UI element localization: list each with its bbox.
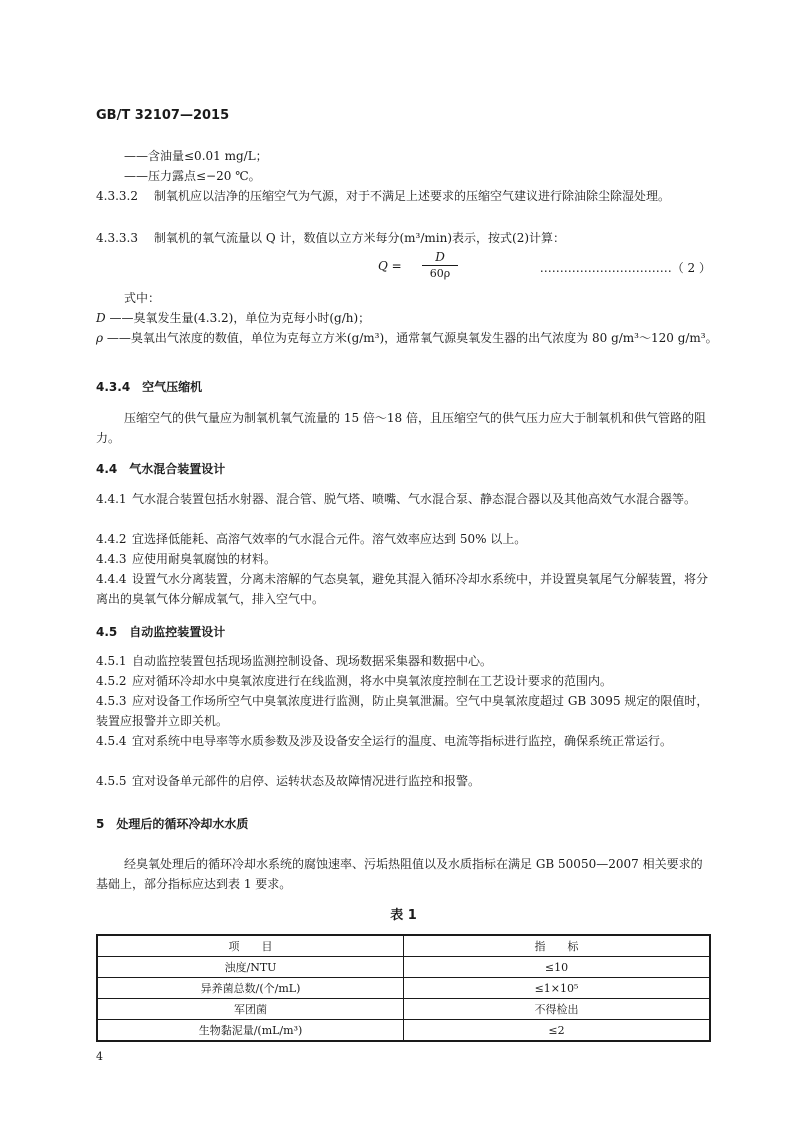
clause-number: 4.5.5	[96, 774, 127, 788]
definition-symbol: D	[96, 311, 106, 325]
clause-4-5-3	[96, 691, 711, 731]
table-row	[97, 1020, 710, 1042]
table-row	[97, 999, 710, 1020]
clause-4-4-1	[96, 489, 711, 509]
definition-text: ——臭氧出气浓度的数值，单位为克每立方米(g/m³)，通常氧气源臭氧发生器的出气浓度为 80 g/m³～120 g/m³。	[106, 331, 718, 345]
section-5-title: 5 处理后的循环冷却水水质	[96, 817, 249, 831]
table-header-row	[97, 935, 710, 957]
clause-text: 制氧机的氧气流量以 Q 计，数值以立方米每分(m³/min)表示，按式(2)计算：	[154, 231, 566, 245]
clause-4-4-3	[96, 549, 711, 569]
clause-number: 4.3.3.3	[96, 231, 138, 245]
clause-4-4-2	[96, 529, 711, 549]
dew-point-line: ——压力露点≤−20 ℃。	[124, 169, 261, 183]
clause-text: 自动监控装置包括现场监测控制设备、现场数据采集器和数据中心。	[132, 654, 493, 668]
section-4-3-4-title: 4.3.4 空气压缩机	[96, 380, 203, 394]
table-cell: 浊度/NTU	[97, 957, 404, 978]
clause-text: 宜对设备单元部件的启停、运转状态及故障情况进行监控和报警。	[132, 774, 481, 788]
definition-rho	[96, 328, 721, 348]
clause-4-3-3-3	[96, 228, 711, 248]
formula-2	[96, 249, 711, 285]
clause-number: 4.4.1	[96, 492, 127, 506]
document-page	[96, 0, 718, 1122]
formula-lhs: Q =	[378, 259, 402, 273]
section-4-3-4-text: 压缩空气的供气量应为制氧机氧气流量的 15 倍～18 倍，且压缩空气的供气压力应大于制氧机和供气管路的阻力。	[96, 411, 706, 445]
table-title: 表 1	[390, 908, 417, 923]
clause-number: 4.4.4	[96, 572, 127, 586]
clause-text: 应对循环冷却水中臭氧浓度进行在线监测，将水中臭氧浓度控制在工艺设计要求的范围内。	[132, 674, 613, 688]
clause-number: 4.4.2	[96, 532, 127, 546]
formula-fraction	[422, 249, 458, 282]
section-5-text: 经臭氧处理后的循环冷却水系统的腐蚀速率、污垢热阻值以及水质指标在满足 GB 50050—2007 相关要求的基础上，部分指标应达到表 1 要求。	[96, 857, 703, 891]
clause-number: 4.5.3	[96, 694, 127, 708]
clause-4-5-4	[96, 731, 711, 751]
table-header-item: 项 目	[97, 935, 404, 957]
section-4-4-title: 4.4 气水混合装置设计	[96, 462, 226, 476]
formula-denominator: 60ρ	[429, 267, 451, 280]
table-header-indicator: 指 标	[404, 935, 711, 957]
clause-text: 气水混合装置包括水射器、混合管、脱气塔、喷嘴、气水混合泵、静态混合器以及其他高效气水混合器等。	[132, 492, 697, 506]
table-cell: 生物黏泥量/(mL/m³)	[97, 1020, 404, 1042]
section-4-5-title: 4.5 自动监控装置设计	[96, 625, 226, 639]
formula-number: ……………………………（ 2 ）	[539, 261, 711, 275]
formula-numerator: D	[422, 249, 458, 266]
standard-header: GB/T 32107—2015	[96, 108, 230, 123]
definition-d	[96, 308, 711, 328]
table-cell: 军团菌	[97, 999, 404, 1020]
clause-4-3-3-2	[96, 186, 711, 206]
clause-number: 4.5.2	[96, 674, 127, 688]
clause-text: 宜选择低能耗、高溶气效率的气水混合元件。溶气效率应达到 50% 以上。	[132, 532, 527, 546]
table-cell: 异养菌总数/(个/mL)	[97, 978, 404, 999]
clause-text: 设置气水分离装置，分离未溶解的气态臭氧，避免其混入循环冷却水系统中，并设置臭氧尾气分解装置，将分离出的臭氧气体分解成氧气，排入空气中。	[96, 572, 709, 606]
clause-number: 4.5.1	[96, 654, 127, 668]
clause-number: 4.5.4	[96, 734, 127, 748]
clause-text: 应使用耐臭氧腐蚀的材料。	[132, 552, 277, 566]
definition-text: ——臭氧发生量(4.3.2)，单位为克每小时(g/h)；	[109, 311, 371, 325]
clause-text: 宜对系统中电导率等水质参数及涉及设备安全运行的温度、电流等指标进行监控，确保系统正常运行。	[132, 734, 673, 748]
where-label: 式中：	[124, 291, 161, 305]
table-cell: ≤10	[404, 957, 711, 978]
page-number: 4	[96, 1050, 103, 1063]
table-row	[97, 957, 710, 978]
water-quality-table	[96, 934, 711, 1042]
clause-4-4-4	[96, 569, 711, 609]
clause-4-5-5	[96, 771, 711, 791]
table-row	[97, 978, 710, 999]
clause-text: 应对设备工作场所空气中臭氧浓度进行监测，防止臭氧泄漏。空气中臭氧浓度超过 GB 3095 规定的限值时，装置应报警并立即关机。	[96, 694, 709, 728]
definition-symbol: ρ	[96, 331, 104, 345]
clause-4-5-2	[96, 671, 711, 691]
table-cell: ≤2	[404, 1020, 711, 1042]
clause-number: 4.4.3	[96, 552, 127, 566]
clause-4-5-1	[96, 651, 711, 671]
table-cell: 不得检出	[404, 999, 711, 1020]
oil-content-line: ——含油量≤0.01 mg/L；	[124, 149, 268, 163]
table-cell: ≤1×10⁵	[404, 978, 711, 999]
clause-number: 4.3.3.2	[96, 189, 138, 203]
clause-text: 制氧机应以洁净的压缩空气为气源，对于不满足上述要求的压缩空气建议进行除油除尘除湿处理。	[154, 189, 671, 203]
